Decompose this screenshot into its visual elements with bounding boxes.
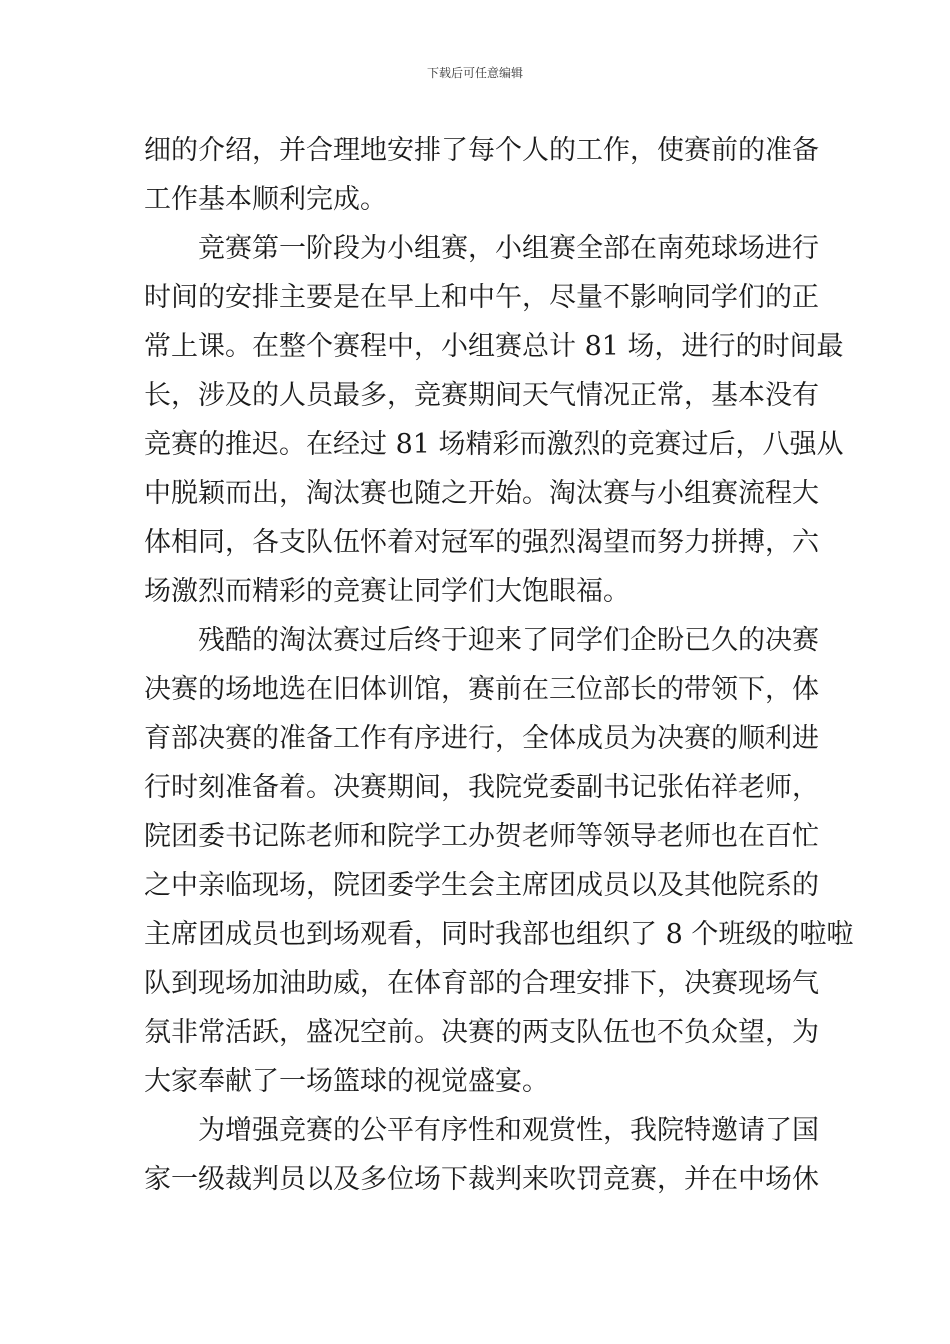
text-line: 氛非常活跃，盛况空前。决赛的两支队伍也不负众望，为 bbox=[144, 1017, 819, 1048]
text-line: 竞赛的推迟。在经过 81 场精彩而激烈的竞赛过后，八强从 bbox=[144, 429, 844, 460]
document-body bbox=[144, 126, 854, 1204]
text-line: 家一级裁判员以及多位场下裁判来吹罚竞赛，并在中场休 bbox=[144, 1164, 819, 1195]
paragraph-start-line: 为增强竞赛的公平有序性和观赏性，我院特邀请了国 bbox=[198, 1115, 819, 1146]
text-line: 中脱颖而出，淘汰赛也随之开始。淘汰赛与小组赛流程大 bbox=[144, 478, 819, 509]
text-line: 场激烈而精彩的竞赛让同学们大饱眼福。 bbox=[144, 576, 630, 607]
text-line: 细的介绍，并合理地安排了每个人的工作，使赛前的准备 bbox=[144, 135, 819, 166]
text-line: 行时刻准备着。决赛期间，我院党委副书记张佑祥老师， bbox=[144, 772, 819, 803]
text-line: 决赛的场地选在旧体训馆，赛前在三位部长的带领下，体 bbox=[144, 674, 819, 705]
text-line: 主席团成员也到场观看，同时我部也组织了 8 个班级的啦啦 bbox=[144, 919, 854, 950]
text-line: 队到现场加油助威，在体育部的合理安排下，决赛现场气 bbox=[144, 968, 819, 999]
text-line: 工作基本顺利完成。 bbox=[144, 184, 387, 215]
page-header: 下载后可任意编辑 bbox=[426, 66, 523, 80]
text-line: 之中亲临现场，院团委学生会主席团成员以及其他院系的 bbox=[144, 870, 819, 901]
paragraph-start-line: 残酷的淘汰赛过后终于迎来了同学们企盼已久的决赛 bbox=[198, 625, 819, 656]
text-line: 长，涉及的人员最多，竞赛期间天气情况正常，基本没有 bbox=[144, 380, 819, 411]
text-line: 大家奉献了一场篮球的视觉盛宴。 bbox=[144, 1066, 549, 1097]
text-line: 院团委书记陈老师和院学工办贺老师等领导老师也在百忙 bbox=[144, 821, 819, 852]
paragraph-start-line: 竞赛第一阶段为小组赛，小组赛全部在南苑球场进行 bbox=[198, 233, 819, 264]
text-line: 育部决赛的准备工作有序进行，全体成员为决赛的顺利进 bbox=[144, 723, 819, 754]
text-line: 体相同，各支队伍怀着对冠军的强烈渴望而努力拼搏，六 bbox=[144, 527, 819, 558]
text-line: 常上课。在整个赛程中，小组赛总计 81 场，进行的时间最 bbox=[144, 331, 844, 362]
text-line: 时间的安排主要是在早上和中午，尽量不影响同学们的正 bbox=[144, 282, 819, 313]
